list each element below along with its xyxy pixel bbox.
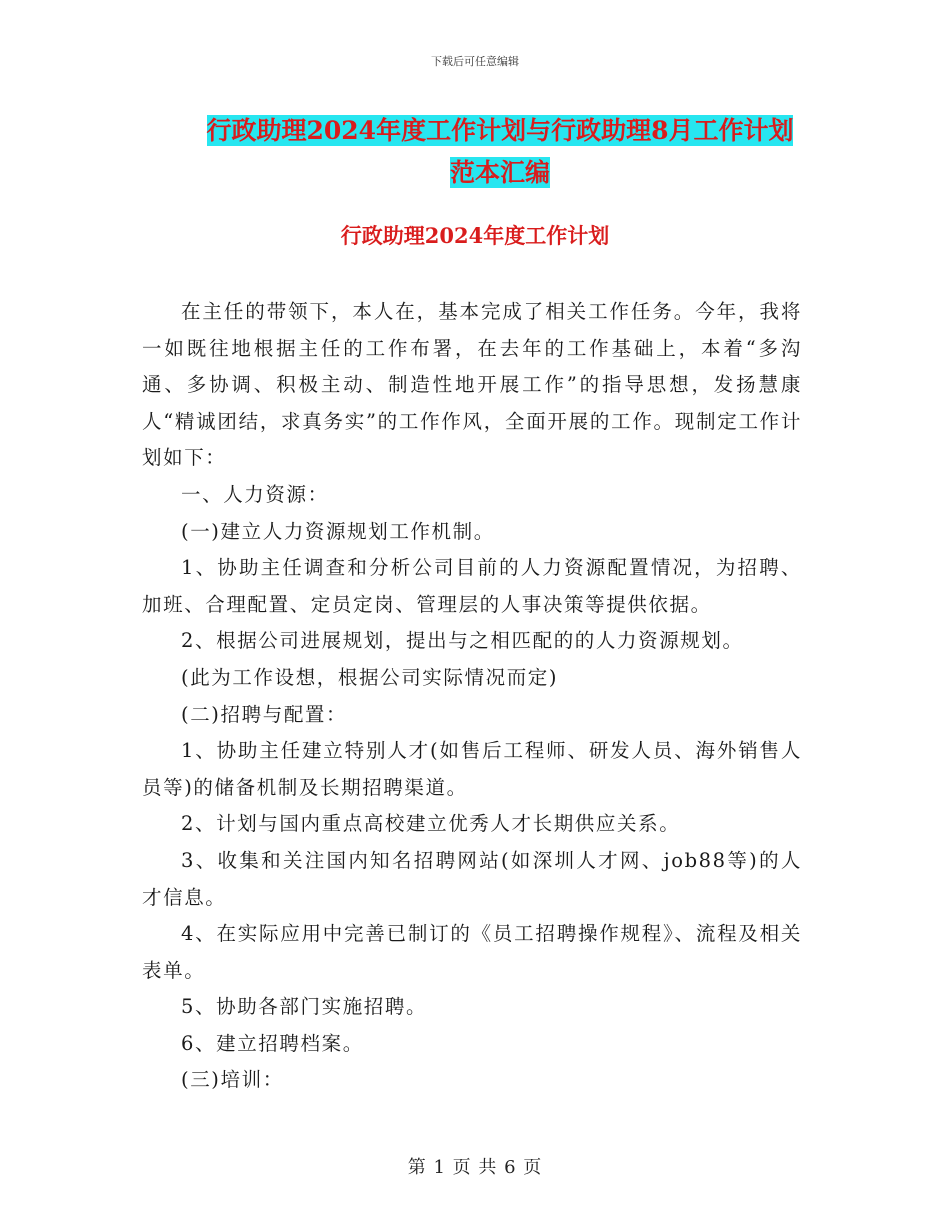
title-line-2: 范本汇编 — [449, 158, 550, 187]
paragraph: 2、根据公司进展规划，提出与之相匹配的的人力资源规划。 — [181, 629, 744, 653]
title-line-1: 行政助理2024年度工作计划与行政助理8月工作计划 — [206, 116, 794, 145]
paragraph: 6、建立招聘档案。 — [181, 1031, 364, 1055]
paragraph: 5、协助各部门实施招聘。 — [181, 995, 428, 1019]
document-body — [142, 294, 802, 1099]
section-title: 行政助理2024年度工作计划 — [340, 223, 610, 248]
paragraph: (此为工作设想，根据公司实际情况而定) — [181, 665, 559, 689]
paragraph: 3、收集和关注国内知名招聘网站(如深圳人才网、job88等)的人才信息。 — [142, 848, 802, 909]
page-number: 第 1 页 共 6 页 — [407, 1157, 543, 1178]
paragraph: 1、协助主任调查和分析公司目前的人力资源配置情况，为招聘、加班、合理配置、定员定岗、管理层的人事决策等提供依据。 — [142, 556, 802, 616]
document-title — [100, 110, 900, 194]
paragraph: (三)培训： — [181, 1068, 284, 1092]
paragraph: 在主任的带领下，本人在，基本完成了相关工作任务。今年，我将一如既往地根据主任的工作布署，在去年的工作基础上，本着“多沟通、多协调、积极主动、制造性地开展工作”的指导思想，发扬慧康人“精诚团结，求真务实”的工作作风，全面开展的工作。现制定工作计划如下： — [142, 300, 802, 470]
paragraph: (一)建立人力资源规划工作机制。 — [181, 519, 495, 543]
paragraph: (二)招聘与配置： — [181, 702, 348, 726]
paragraph: 2、计划与国内重点高校建立优秀人才长期供应关系。 — [181, 812, 681, 836]
paragraph: 1、协助主任建立特别人才(如售后工程师、研发人员、海外销售人员等)的储备机制及长期招聘渠道。 — [142, 739, 802, 799]
paragraph: 一、人力资源： — [181, 482, 329, 506]
page-header-note: 下载后可任意编辑 — [431, 55, 519, 68]
paragraph: 4、在实际应用中完善已制订的《员工招聘操作规程》、流程及相关表单。 — [142, 922, 802, 982]
